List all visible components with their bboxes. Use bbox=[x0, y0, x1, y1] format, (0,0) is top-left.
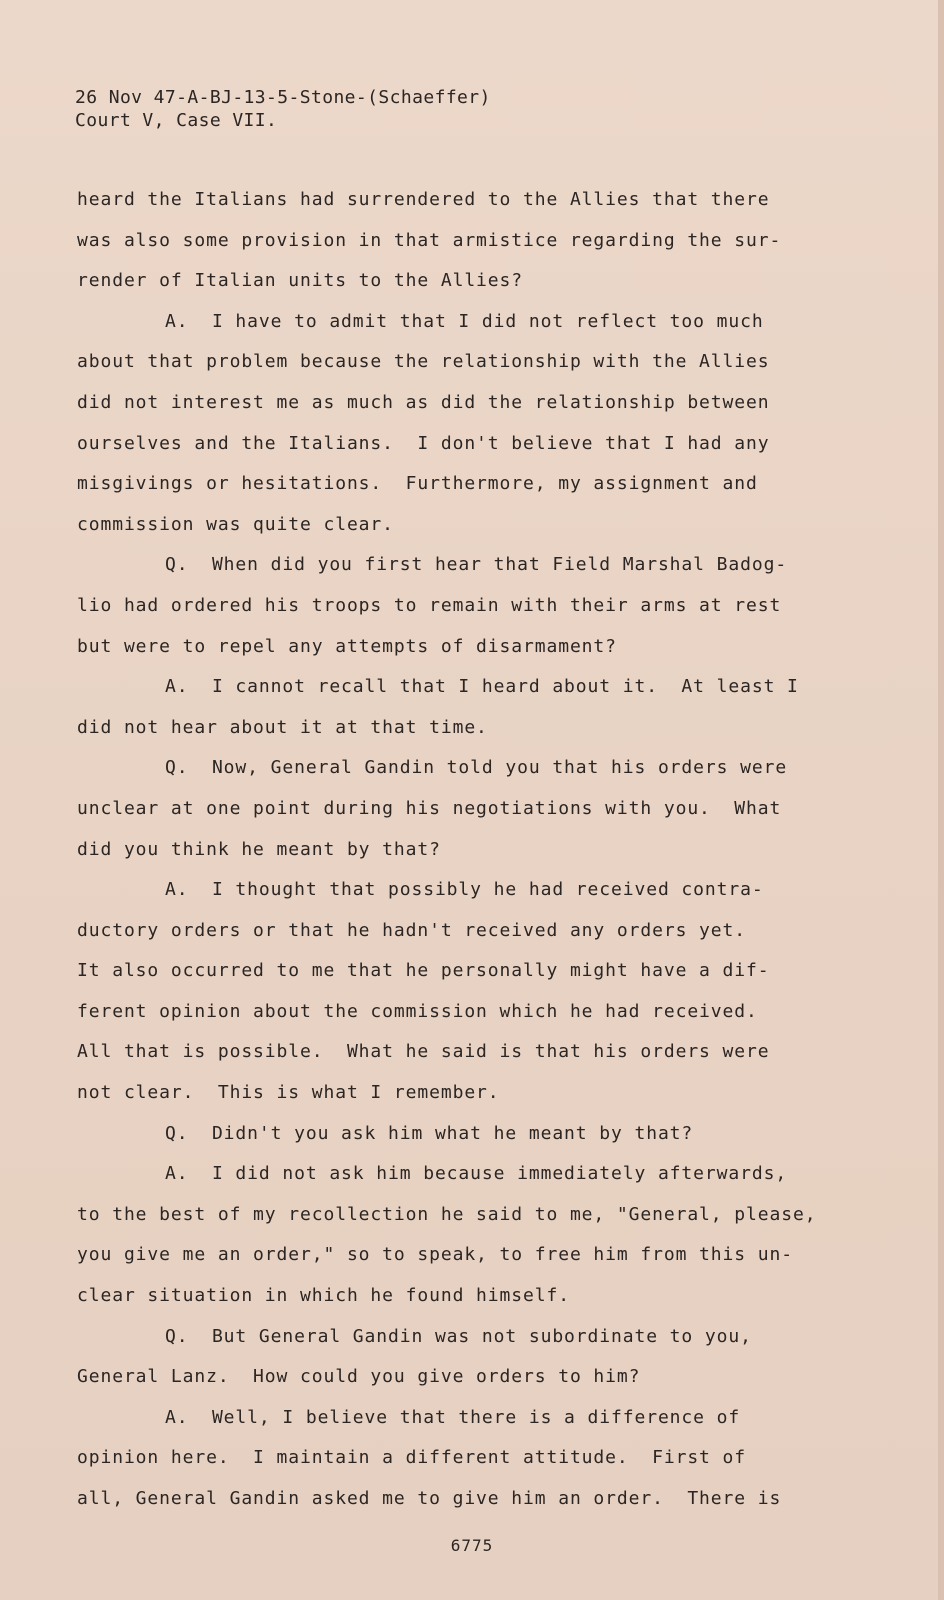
transcript-line: A. I thought that possibly he had received contra- bbox=[165, 879, 764, 901]
transcript-line: not clear. This is what I remember. bbox=[77, 1082, 500, 1104]
transcript-line: you give me an order," so to speak, to free him from this un- bbox=[77, 1244, 793, 1266]
transcript-line: did not interest me as much as did the relationship between bbox=[77, 391, 770, 413]
transcript-line: did not hear about it at that time. bbox=[77, 716, 488, 738]
header-line-2: Court V, Case VII. bbox=[75, 110, 278, 131]
transcript-line: but were to repel any attempts of disarmament? bbox=[77, 635, 617, 657]
transcript-line: commission was quite clear. bbox=[77, 513, 394, 535]
transcript-line: Q. Now, General Gandin told you that his orders were bbox=[165, 757, 788, 779]
page-edge bbox=[938, 0, 944, 1600]
transcript-line: unclear at one point during his negotiations with you. What bbox=[77, 797, 782, 819]
transcript-line: It also occurred to me that he personally might have a dif- bbox=[77, 960, 770, 982]
transcript-line: A. Well, I believe that there is a difference of bbox=[165, 1406, 741, 1428]
transcript-line: General Lanz. How could you give orders to him? bbox=[77, 1366, 641, 1388]
transcript-line: Q. Didn't you ask him what he meant by that? bbox=[165, 1122, 694, 1144]
transcript-line: heard the Italians had surrendered to the Allies that there bbox=[77, 189, 770, 210]
header-line-1: 26 Nov 47-A-BJ-13-5-Stone-(Schaeffer) bbox=[75, 87, 491, 108]
transcript-line: to the best of my recollection he said to me, "General, please, bbox=[77, 1203, 817, 1225]
transcript-body bbox=[77, 180, 857, 1520]
transcript-line: lio had ordered his troops to remain with their arms at rest bbox=[77, 594, 782, 616]
page-number: 6775 bbox=[450, 1536, 494, 1555]
transcript-line: opinion here. I maintain a different attitude. First of bbox=[77, 1447, 747, 1469]
transcript-line: ferent opinion about the commission which he had received. bbox=[77, 1000, 758, 1022]
transcript-line: A. I have to admit that I did not reflect too much bbox=[165, 310, 764, 332]
transcript-line: did you think he meant by that? bbox=[77, 838, 441, 860]
transcript-line: ourselves and the Italians. I don't believe that I had any bbox=[77, 432, 770, 454]
transcript-line: ductory orders or that he hadn't received any orders yet. bbox=[77, 919, 747, 941]
transcript-line: about that problem because the relationship with the Allies bbox=[77, 351, 770, 373]
transcript-line: clear situation in which he found himself. bbox=[77, 1285, 570, 1307]
transcript-line: All that is possible. What he said is that his orders were bbox=[77, 1041, 770, 1063]
transcript-line: render of Italian units to the Allies? bbox=[77, 270, 524, 292]
transcript-line: Q. But General Gandin was not subordinate to you, bbox=[165, 1325, 752, 1347]
transcript-line: A. I did not ask him because immediately afterwards, bbox=[165, 1163, 788, 1185]
transcript-line: was also some provision in that armistice regarding the sur- bbox=[77, 229, 782, 251]
transcript-line: Q. When did you first hear that Field Marshal Badog- bbox=[165, 554, 788, 576]
transcript-line: A. I cannot recall that I heard about it. At least I bbox=[165, 676, 799, 698]
document-header bbox=[75, 86, 491, 132]
transcript-line: all, General Gandin asked me to give him an order. There is bbox=[77, 1488, 782, 1509]
transcript-line: misgivings or hesitations. Furthermore, my assignment and bbox=[77, 473, 758, 495]
